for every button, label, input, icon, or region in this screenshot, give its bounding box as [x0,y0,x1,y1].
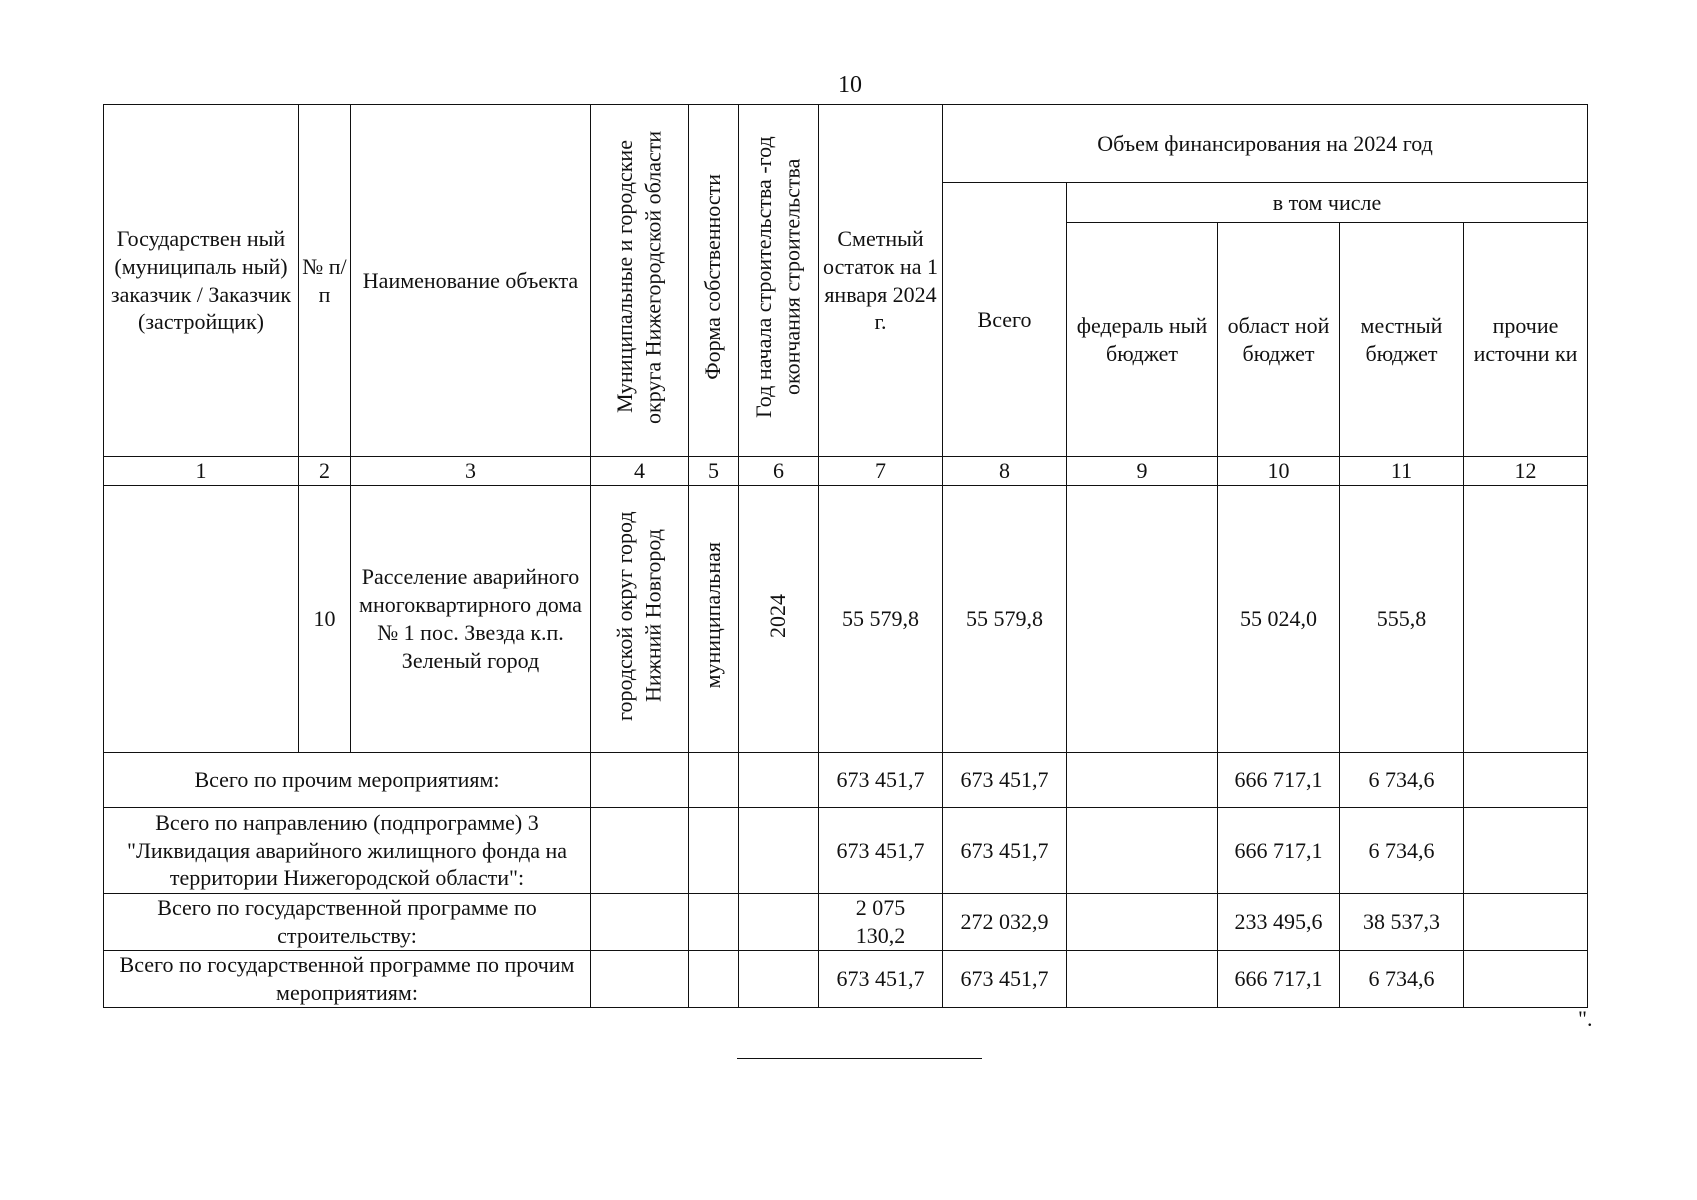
summary-total: 673 451,7 [943,951,1067,1008]
object-num: 10 [299,486,351,753]
object-ownership [689,486,739,753]
col-number: 8 [943,457,1067,486]
summary-label: Всего по государственной программе по прочим мероприятиям: [104,951,591,1008]
page-number: 10 [838,72,862,98]
summary-row [104,808,1588,894]
object-estimate: 55 579,8 [819,486,943,753]
header-regional: област ной бюджет [1218,223,1340,457]
col-number: 5 [689,457,739,486]
summary-regional: 666 717,1 [1218,808,1340,894]
summary-local: 6 734,6 [1340,808,1464,894]
header-years [739,105,819,457]
end-rule-divider [737,1058,982,1059]
summary-row [104,894,1588,951]
summary-total: 272 032,9 [943,894,1067,951]
header-other: прочие источни ки [1464,223,1588,457]
object-municipality-text: городской округ город Нижний Новгород [611,510,666,721]
summary-total: 673 451,7 [943,753,1067,808]
summary-other [1464,894,1588,951]
col-number: 7 [819,457,943,486]
col-number: 3 [351,457,591,486]
col-number: 2 [299,457,351,486]
summary-regional: 233 495,6 [1218,894,1340,951]
summary-regional: 666 717,1 [1218,951,1340,1008]
summary-estimate: 2 075 130,2 [819,894,943,951]
summary-local: 6 734,6 [1340,951,1464,1008]
col-number: 4 [591,457,689,486]
object-total: 55 579,8 [943,486,1067,753]
header-ownership-text: Форма собственности [700,174,726,380]
summary-estimate: 673 451,7 [819,753,943,808]
summary-federal [1067,753,1218,808]
header-ownership [689,105,739,457]
header-federal: федераль ный бюджет [1067,223,1218,457]
summary-regional: 666 717,1 [1218,753,1340,808]
summary-federal [1067,808,1218,894]
summary-other [1464,753,1588,808]
header-municipality-text: Муниципальные и городские округа Нижегородской области [611,130,666,424]
summary-other [1464,808,1588,894]
header-years-text: Год начала строительства -год окончания строительства [750,136,805,418]
summary-total: 673 451,7 [943,808,1067,894]
summary-label: Всего по прочим мероприятиям: [104,753,591,808]
header-object-name: Наименование объекта [351,105,591,457]
summary-local: 6 734,6 [1340,753,1464,808]
object-years [739,486,819,753]
column-number-row [104,457,1588,486]
summary-estimate: 673 451,7 [819,808,943,894]
summary-label: Всего по государственной программе по строительству: [104,894,591,951]
summary-label: Всего по направлению (подпрограмме) 3 "Ликвидация аварийного жилищного фонда на территории Нижегородской области": [104,808,591,894]
header-estimate: Сметный остаток на 1 января 2024 г. [819,105,943,457]
object-regional: 55 024,0 [1218,486,1340,753]
col-number: 6 [739,457,819,486]
header-local: местный бюджет [1340,223,1464,457]
object-federal [1067,486,1218,753]
object-municipality [591,486,689,753]
summary-row [104,753,1588,808]
summary-other [1464,951,1588,1008]
object-other [1464,486,1588,753]
summary-row [104,951,1588,1008]
col-number: 11 [1340,457,1464,486]
summary-federal [1067,894,1218,951]
object-customer [104,486,299,753]
object-ownership-text: муниципальная [700,542,726,689]
header-num: № п/ п [299,105,351,457]
col-number: 9 [1067,457,1218,486]
col-number: 12 [1464,457,1588,486]
summary-estimate: 673 451,7 [819,951,943,1008]
object-row [104,486,1588,753]
header-total: Всего [943,183,1067,457]
financing-table [103,104,1588,1008]
object-years-text: 2024 [765,593,791,638]
header-customer: Государствен ный (муниципаль ный) заказчик / Заказчик (застройщик) [104,105,299,457]
header-municipality [591,105,689,457]
object-local: 555,8 [1340,486,1464,753]
col-number: 1 [104,457,299,486]
col-number: 10 [1218,457,1340,486]
header-including: в том числе [1067,183,1588,223]
closing-quote-mark: ". [1578,1006,1593,1031]
summary-local: 38 537,3 [1340,894,1464,951]
object-name: Расселение аварийного многоквартирного дома № 1 пос. Звезда к.п. Зеленый город [351,486,591,753]
summary-federal [1067,951,1218,1008]
header-funding: Объем финансирования на 2024 год [943,105,1588,183]
